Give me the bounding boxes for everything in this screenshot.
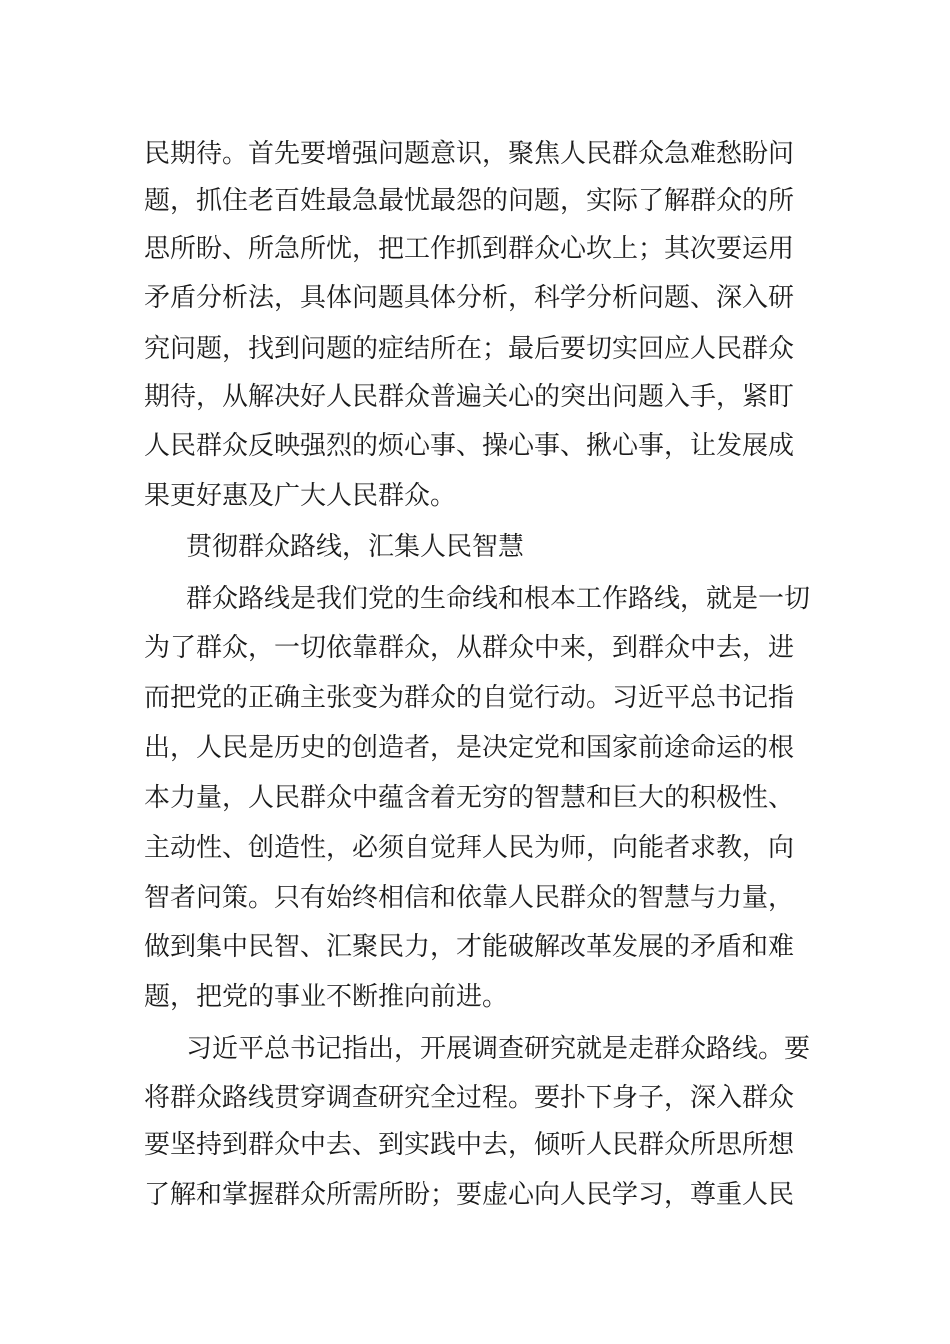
paragraph-line: 本力量，人民群众中蕴含着无穷的智慧和巨大的积极性、 [144,783,795,813]
paragraph-line: 果更好惠及广大人民群众。 [144,481,457,511]
section-heading: 贯彻群众路线，汇集人民智慧 [186,532,525,562]
paragraph-line: 思所盼、所急所忧，把工作抓到群众心坎上；其次要运用 [144,234,795,264]
paragraph-line: 人民群众反映强烈的烦心事、操心事、揪心事，让发展成 [144,431,795,461]
paragraph-line: 矛盾分析法，具体问题具体分析，科学分析问题、深入研 [144,283,795,313]
paragraph-line: 要坚持到群众中去、到实践中去，倾听人民群众所思所想 [144,1130,795,1160]
paragraph-line: 智者问策。只有始终相信和依靠人民群众的智慧与力量， [144,883,795,913]
paragraph-line: 题，抓住老百姓最急最忧最怨的问题，实际了解群众的所 [144,186,795,216]
paragraph-line: 而把党的正确主张变为群众的自觉行动。习近平总书记指 [144,683,795,713]
paragraph-line: 期待，从解决好人民群众普遍关心的突出问题入手，紧盯 [144,382,795,412]
paragraph-line: 了解和掌握群众所需所盼；要虚心向人民学习，尊重人民 [144,1180,795,1210]
paragraph-line: 题，把党的事业不断推向前进。 [144,982,509,1012]
paragraph-line: 主动性、创造性，必须自觉拜人民为师，向能者求教，向 [144,833,795,863]
paragraph-line: 将群众路线贯穿调查研究全过程。要扑下身子，深入群众 [144,1083,795,1113]
paragraph-line: 习近平总书记指出，开展调查研究就是走群众路线。要 [186,1034,811,1064]
paragraph-line: 出，人民是历史的创造者，是决定党和国家前途命运的根 [144,733,795,763]
paragraph-line: 做到集中民智、汇聚民力，才能破解改革发展的矛盾和难 [144,932,795,962]
paragraph-line: 群众路线是我们党的生命线和根本工作路线，就是一切 [186,584,811,614]
paragraph-line: 民期待。首先要增强问题意识，聚焦人民群众急难愁盼问 [144,139,795,169]
paragraph-line: 究问题，找到问题的症结所在；最后要切实回应人民群众 [144,334,795,364]
paragraph-line: 为了群众，一切依靠群众，从群众中来，到群众中去，进 [144,633,795,663]
